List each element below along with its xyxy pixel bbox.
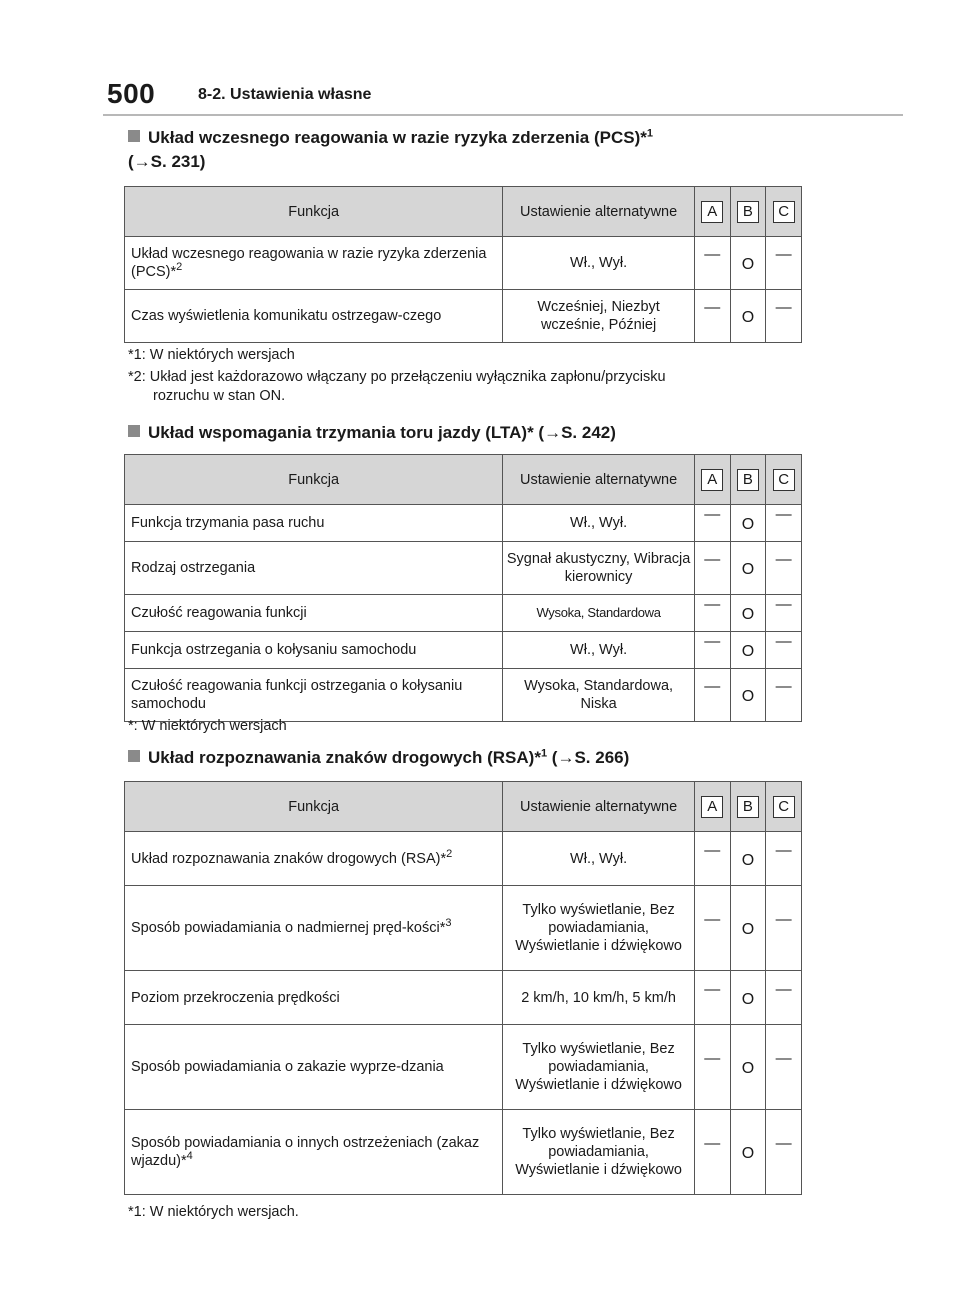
settings-table-rsa bbox=[124, 781, 802, 1195]
column-header-ustawienie: Ustawienie alternatywne bbox=[503, 782, 695, 832]
table-row bbox=[125, 505, 802, 542]
table-row: Układ wczesnego reagowania w razie ryzyka zderzenia (PCS)*$^2$ Wł., Wył. — O — bbox=[125, 237, 802, 290]
setting-options: Wł., Wył. bbox=[503, 632, 695, 669]
column-header-b: B bbox=[737, 469, 759, 491]
setting-options: Wysoka, Standardowa bbox=[503, 595, 695, 632]
dash-mark: — bbox=[775, 246, 792, 263]
section-title-rsa: Układ rozpoznawania znaków drogowych (RSA)*$^1$ (→S. 266) bbox=[128, 746, 629, 770]
dash-mark: — bbox=[775, 911, 792, 928]
column-header-c: C bbox=[773, 201, 795, 223]
dash-mark: — bbox=[775, 678, 792, 695]
dash-mark: — bbox=[704, 1050, 721, 1067]
function-label: Układ rozpoznawania znaków drogowych (RSA)* bbox=[131, 850, 447, 867]
table-row: Sposób powiadamiania o nadmiernej pręd-kości*$^3$ Tylko wyświetlanie, Bez powiadamiania, Wyświetlanie i dźwiękowo — O — bbox=[125, 886, 802, 971]
function-label: Czułość reagowania funkcji ostrzegania o kołysaniu samochodu bbox=[125, 669, 503, 722]
setting-options: Wysoka, Standardowa, Niska bbox=[503, 669, 695, 722]
circle-mark: O bbox=[741, 561, 755, 578]
column-header-b: B bbox=[737, 796, 759, 818]
dash-mark: — bbox=[704, 551, 721, 568]
function-label: Układ wczesnego reagowania w razie ryzyka zderzenia (PCS)* bbox=[131, 246, 487, 280]
circle-mark: O bbox=[741, 688, 755, 705]
function-label: Sposób powiadamiania o innych ostrzeżeniach (zakaz wjazdu)* bbox=[131, 1135, 480, 1169]
dash-mark: — bbox=[775, 980, 792, 998]
function-label: Rodzaj ostrzegania bbox=[125, 542, 503, 595]
setting-options: 2 km/h, 10 km/h, 5 km/h bbox=[503, 971, 695, 1025]
dash-mark: — bbox=[704, 1135, 721, 1152]
circle-mark: O bbox=[741, 990, 755, 1008]
setting-options: Wł., Wył. bbox=[503, 832, 695, 886]
column-header-c: C bbox=[773, 469, 795, 491]
dash-mark: — bbox=[704, 633, 721, 650]
dash-mark: — bbox=[704, 841, 721, 859]
dash-mark: — bbox=[775, 506, 792, 523]
dash-mark: — bbox=[704, 506, 721, 523]
table-row bbox=[125, 1025, 802, 1110]
footnote: *2: Układ jest każdorazowo włączany po przełączeniu wyłącznika zapłonu/przycisku bbox=[128, 369, 666, 385]
column-header-c: C bbox=[773, 796, 795, 818]
circle-mark: O bbox=[741, 516, 755, 533]
section-title-pcs: Układ wczesnego reagowania w razie ryzyka zderzenia (PCS)*$^1$ (→S. 231) bbox=[128, 127, 653, 171]
dash-mark: — bbox=[704, 299, 721, 316]
dash-mark: — bbox=[775, 596, 792, 613]
chapter-title: 8-2. Ustawienia własne bbox=[198, 86, 372, 103]
table-header-row bbox=[125, 455, 802, 505]
table-row: Układ rozpoznawania znaków drogowych (RSA)*$^2$ Wł., Wył. — O — bbox=[125, 832, 802, 886]
column-header-a: A bbox=[701, 796, 723, 818]
setting-options: Wł., Wył. bbox=[503, 505, 695, 542]
table-row bbox=[125, 971, 802, 1025]
dash-mark: — bbox=[704, 911, 721, 928]
column-header-funkcja: Funkcja bbox=[125, 187, 503, 237]
column-header-b: B bbox=[737, 201, 759, 223]
function-label: Poziom przekroczenia prędkości bbox=[125, 971, 503, 1025]
table-header-row bbox=[125, 187, 802, 237]
page-reference: (→S. 266) bbox=[551, 748, 630, 767]
column-header-a: A bbox=[701, 201, 723, 223]
footnote-continuation: rozruchu w stan ON. bbox=[153, 388, 286, 404]
column-header-a: A bbox=[701, 469, 723, 491]
square-bullet-icon bbox=[128, 425, 140, 437]
square-bullet-icon bbox=[128, 130, 140, 142]
dash-mark: — bbox=[775, 633, 792, 650]
circle-mark: O bbox=[741, 921, 755, 938]
function-label: Sposób powiadamiania o zakazie wyprze-dzania bbox=[125, 1025, 503, 1110]
dash-mark: — bbox=[704, 246, 721, 263]
page-reference: (→S. 231) bbox=[128, 152, 206, 171]
table-row bbox=[125, 542, 802, 595]
setting-options: Tylko wyświetlanie, Bez powiadamiania, Wyświetlanie i dźwiękowo bbox=[503, 886, 695, 971]
column-header-ustawienie: Ustawienie alternatywne bbox=[503, 187, 695, 237]
table-header-row bbox=[125, 782, 802, 832]
settings-table-lta bbox=[124, 454, 802, 722]
dash-mark: — bbox=[775, 551, 792, 568]
footnote: *1: W niektórych wersjach. bbox=[128, 1204, 299, 1220]
setting-options: Sygnał akustyczny, Wibracja kierownicy bbox=[503, 542, 695, 595]
circle-mark: O bbox=[741, 256, 755, 273]
setting-options: Tylko wyświetlanie, Bez powiadamiania, Wyświetlanie i dźwiękowo bbox=[503, 1025, 695, 1110]
setting-options: Wcześniej, Niezbyt wcześnie, Później bbox=[503, 290, 695, 343]
section-title-lta: Układ wspomagania trzymania toru jazdy (LTA)* (→S. 242) bbox=[128, 421, 616, 445]
footnote: *: W niektórych wersjach bbox=[128, 718, 287, 734]
function-label: Funkcja ostrzegania o kołysaniu samochodu bbox=[125, 632, 503, 669]
dash-mark: — bbox=[704, 678, 721, 695]
dash-mark: — bbox=[704, 980, 721, 998]
settings-table-pcs bbox=[124, 186, 802, 343]
circle-mark: O bbox=[741, 606, 755, 623]
circle-mark: O bbox=[741, 851, 755, 869]
header-divider bbox=[103, 114, 903, 116]
circle-mark: O bbox=[741, 1145, 755, 1162]
dash-mark: — bbox=[775, 299, 792, 316]
column-header-funkcja: Funkcja bbox=[125, 782, 503, 832]
page-header bbox=[103, 78, 903, 114]
function-label: Funkcja trzymania pasa ruchu bbox=[125, 505, 503, 542]
page-number: 500 bbox=[107, 78, 156, 109]
function-label: Czułość reagowania funkcji bbox=[125, 595, 503, 632]
function-label: Sposób powiadamiania o nadmiernej pręd-kości* bbox=[131, 920, 446, 936]
function-label: Czas wyświetlenia komunikatu ostrzegaw-czego bbox=[125, 290, 503, 343]
circle-mark: O bbox=[741, 1060, 755, 1077]
table-row bbox=[125, 290, 802, 343]
circle-mark: O bbox=[741, 643, 755, 660]
table-row bbox=[125, 669, 802, 722]
setting-options: Tylko wyświetlanie, Bez powiadamiania, Wyświetlanie i dźwiękowo bbox=[503, 1110, 695, 1195]
dash-mark: — bbox=[775, 1050, 792, 1067]
dash-mark: — bbox=[704, 596, 721, 613]
table-row bbox=[125, 632, 802, 669]
column-header-funkcja: Funkcja bbox=[125, 455, 503, 505]
footnote-block-pcs bbox=[128, 346, 808, 406]
setting-options: Wł., Wył. bbox=[503, 237, 695, 290]
column-header-ustawienie: Ustawienie alternatywne bbox=[503, 455, 695, 505]
dash-mark: — bbox=[775, 841, 792, 859]
square-bullet-icon bbox=[128, 750, 140, 762]
table-row bbox=[125, 595, 802, 632]
table-row: Sposób powiadamiania o innych ostrzeżeniach (zakaz wjazdu)*$^4$ Tylko wyświetlanie, Bez powiadamiania, Wyświetlanie i dźwiękowo — O — bbox=[125, 1110, 802, 1195]
footnote: *1: W niektórych wersjach bbox=[128, 347, 295, 363]
dash-mark: — bbox=[775, 1135, 792, 1152]
circle-mark: O bbox=[741, 309, 755, 326]
